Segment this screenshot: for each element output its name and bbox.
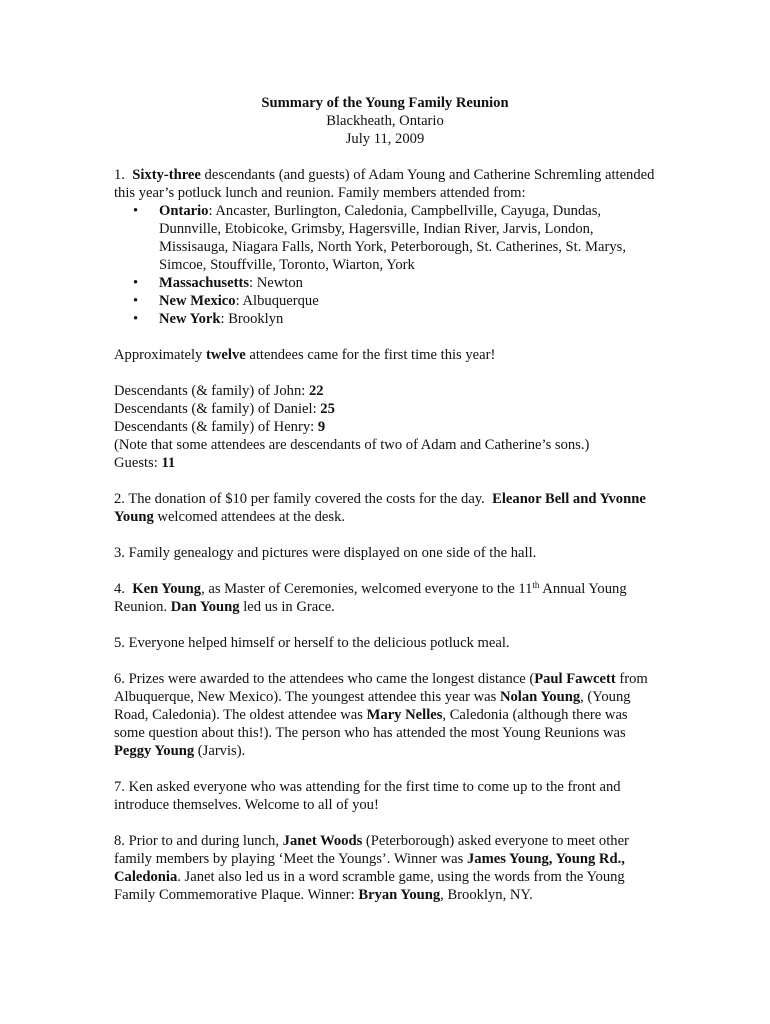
person-name: Paul Fawcett [534,671,616,687]
towns-text: Ancaster, Burlington, Caledonia, Campbellville, Cayuga, Dundas, Dunnville, Etobicoke, Grimsby, Hagersville, Indian River, Jarvis, London, Missisauga, Niagara Falls, North York, Peterborough, St. Catherines, St. Marys, Simcoe, Stouffville, Toronto, Wiarton, York [159,203,626,273]
first-time-count: twelve [206,347,246,363]
person-name: Dan Young [170,599,240,615]
towns-text: Newton [256,275,303,291]
text: from Albuquerque, New Mexico). The youngest attendee this year was [114,671,648,705]
item-2 [114,490,660,526]
item-number: 1. [114,167,125,183]
count-henry [114,418,660,436]
text: 8. Prior to and during lunch, [114,833,279,849]
text: welcomed attendees at the desk. [157,509,346,525]
towns-text: Albuquerque [242,293,319,309]
value: 9 [317,419,326,435]
item-3: 3. Family genealogy and pictures were displayed on one side of the hall. [114,545,537,561]
item-number: 4. [114,581,125,597]
label: Descendants (& family) of Henry: [114,419,315,435]
person-name: Ken Young [132,581,202,597]
state-name: Massachusetts [159,275,249,291]
label: Descendants (& family) of John: [114,383,306,399]
item-8 [114,832,660,904]
item-1 [114,166,660,202]
document-title: Summary of the Young Family Reunion [261,95,509,111]
document-body [114,166,660,904]
date-line: July 11, 2009 [345,131,425,147]
person-name: Nolan Young [499,689,581,705]
label: Descendants (& family) of Daniel: [114,401,317,417]
text: , (Young Road, Caledonia). The oldest attendee was [114,689,631,723]
state-name: New Mexico [159,293,236,309]
item-4 [114,580,660,616]
text: (Peterborough) asked everyone to meet other family members by playing ‘Meet the Youngs’. Winner was [114,833,629,867]
names: Eleanor Bell and Yvonne Young [114,491,646,525]
person-name: James Young, Young Rd., Caledonia [114,851,625,885]
text: , as Master of Ceremonies, welcomed everyone to the 11 [201,581,533,597]
list-item: • Ontario: Ancaster, Burlington, Caledonia, Campbellville, Cayuga, Dundas, Dunnville, Etobicoke, Grimsby, Hagersville, Indian River, Jarvis, London, Missisauga, Niagara Falls, North York, Peterborough, St. Catherines, St. Marys, Simcoe, Stouffville, Toronto, Wiarton, York [114,202,660,274]
item-6 [114,670,660,760]
places-list [114,202,660,328]
first-time-line [114,346,660,364]
state-name: New York [159,311,221,327]
towns-text: Brooklyn [228,311,284,327]
person-name: Bryan Young [358,887,441,903]
text: 2. The donation of $10 per family covered the costs for the day. [114,491,485,507]
value: 22 [308,383,324,399]
value: 11 [161,455,176,471]
label: Guests: [114,455,158,471]
text: . Janet also led us in a word scramble game, using the words from the Young Family Commemorative Plaque. Winner: [114,869,625,903]
item-7: 7. Ken asked everyone who was attending for the first time to come up to the front and introduce themselves. Welcome to all of you! [114,779,621,813]
value: 25 [320,401,335,417]
location-line: Blackheath, Ontario [326,113,444,129]
text: 6. Prizes were awarded to the attendees who came the longest distance ( [114,671,535,687]
count-john [114,382,660,400]
text: attendees came for the first time this year! [249,347,496,363]
text: , Caledonia (although there was some question about this!). The person who has attended the most Young Reunions was [114,707,628,741]
count-daniel [114,400,660,418]
item-5: 5. Everyone helped himself or herself to the delicious potluck meal. [114,635,510,651]
text: , Brooklyn, NY. [440,887,533,903]
text: Approximately [114,347,203,363]
attendee-count: Sixty-three [132,167,201,183]
person-name: Peggy Young [114,743,195,759]
ordinal-suffix: th [532,580,540,590]
item-1-text: descendants (and guests) of Adam Young and Catherine Schremling attended this year’s potluck lunch and reunion. Family members attended from: [114,167,655,201]
text: led us in Grace. [243,599,335,615]
person-name: Mary Nelles [366,707,443,723]
text: (Jarvis). [197,743,246,759]
text: Annual Young Reunion. [114,581,627,615]
person-name: Janet Woods [282,833,363,849]
state-name: Ontario [159,203,209,219]
list-item: • New York: Brooklyn [114,310,660,328]
count-note: (Note that some attendees are descendants of two of Adam and Catherine’s sons.) [114,437,590,453]
list-item: • New Mexico: Albuquerque [114,292,660,310]
document-header [0,94,770,148]
count-guests [114,454,660,472]
list-item: • Massachusetts: Newton [114,274,660,292]
